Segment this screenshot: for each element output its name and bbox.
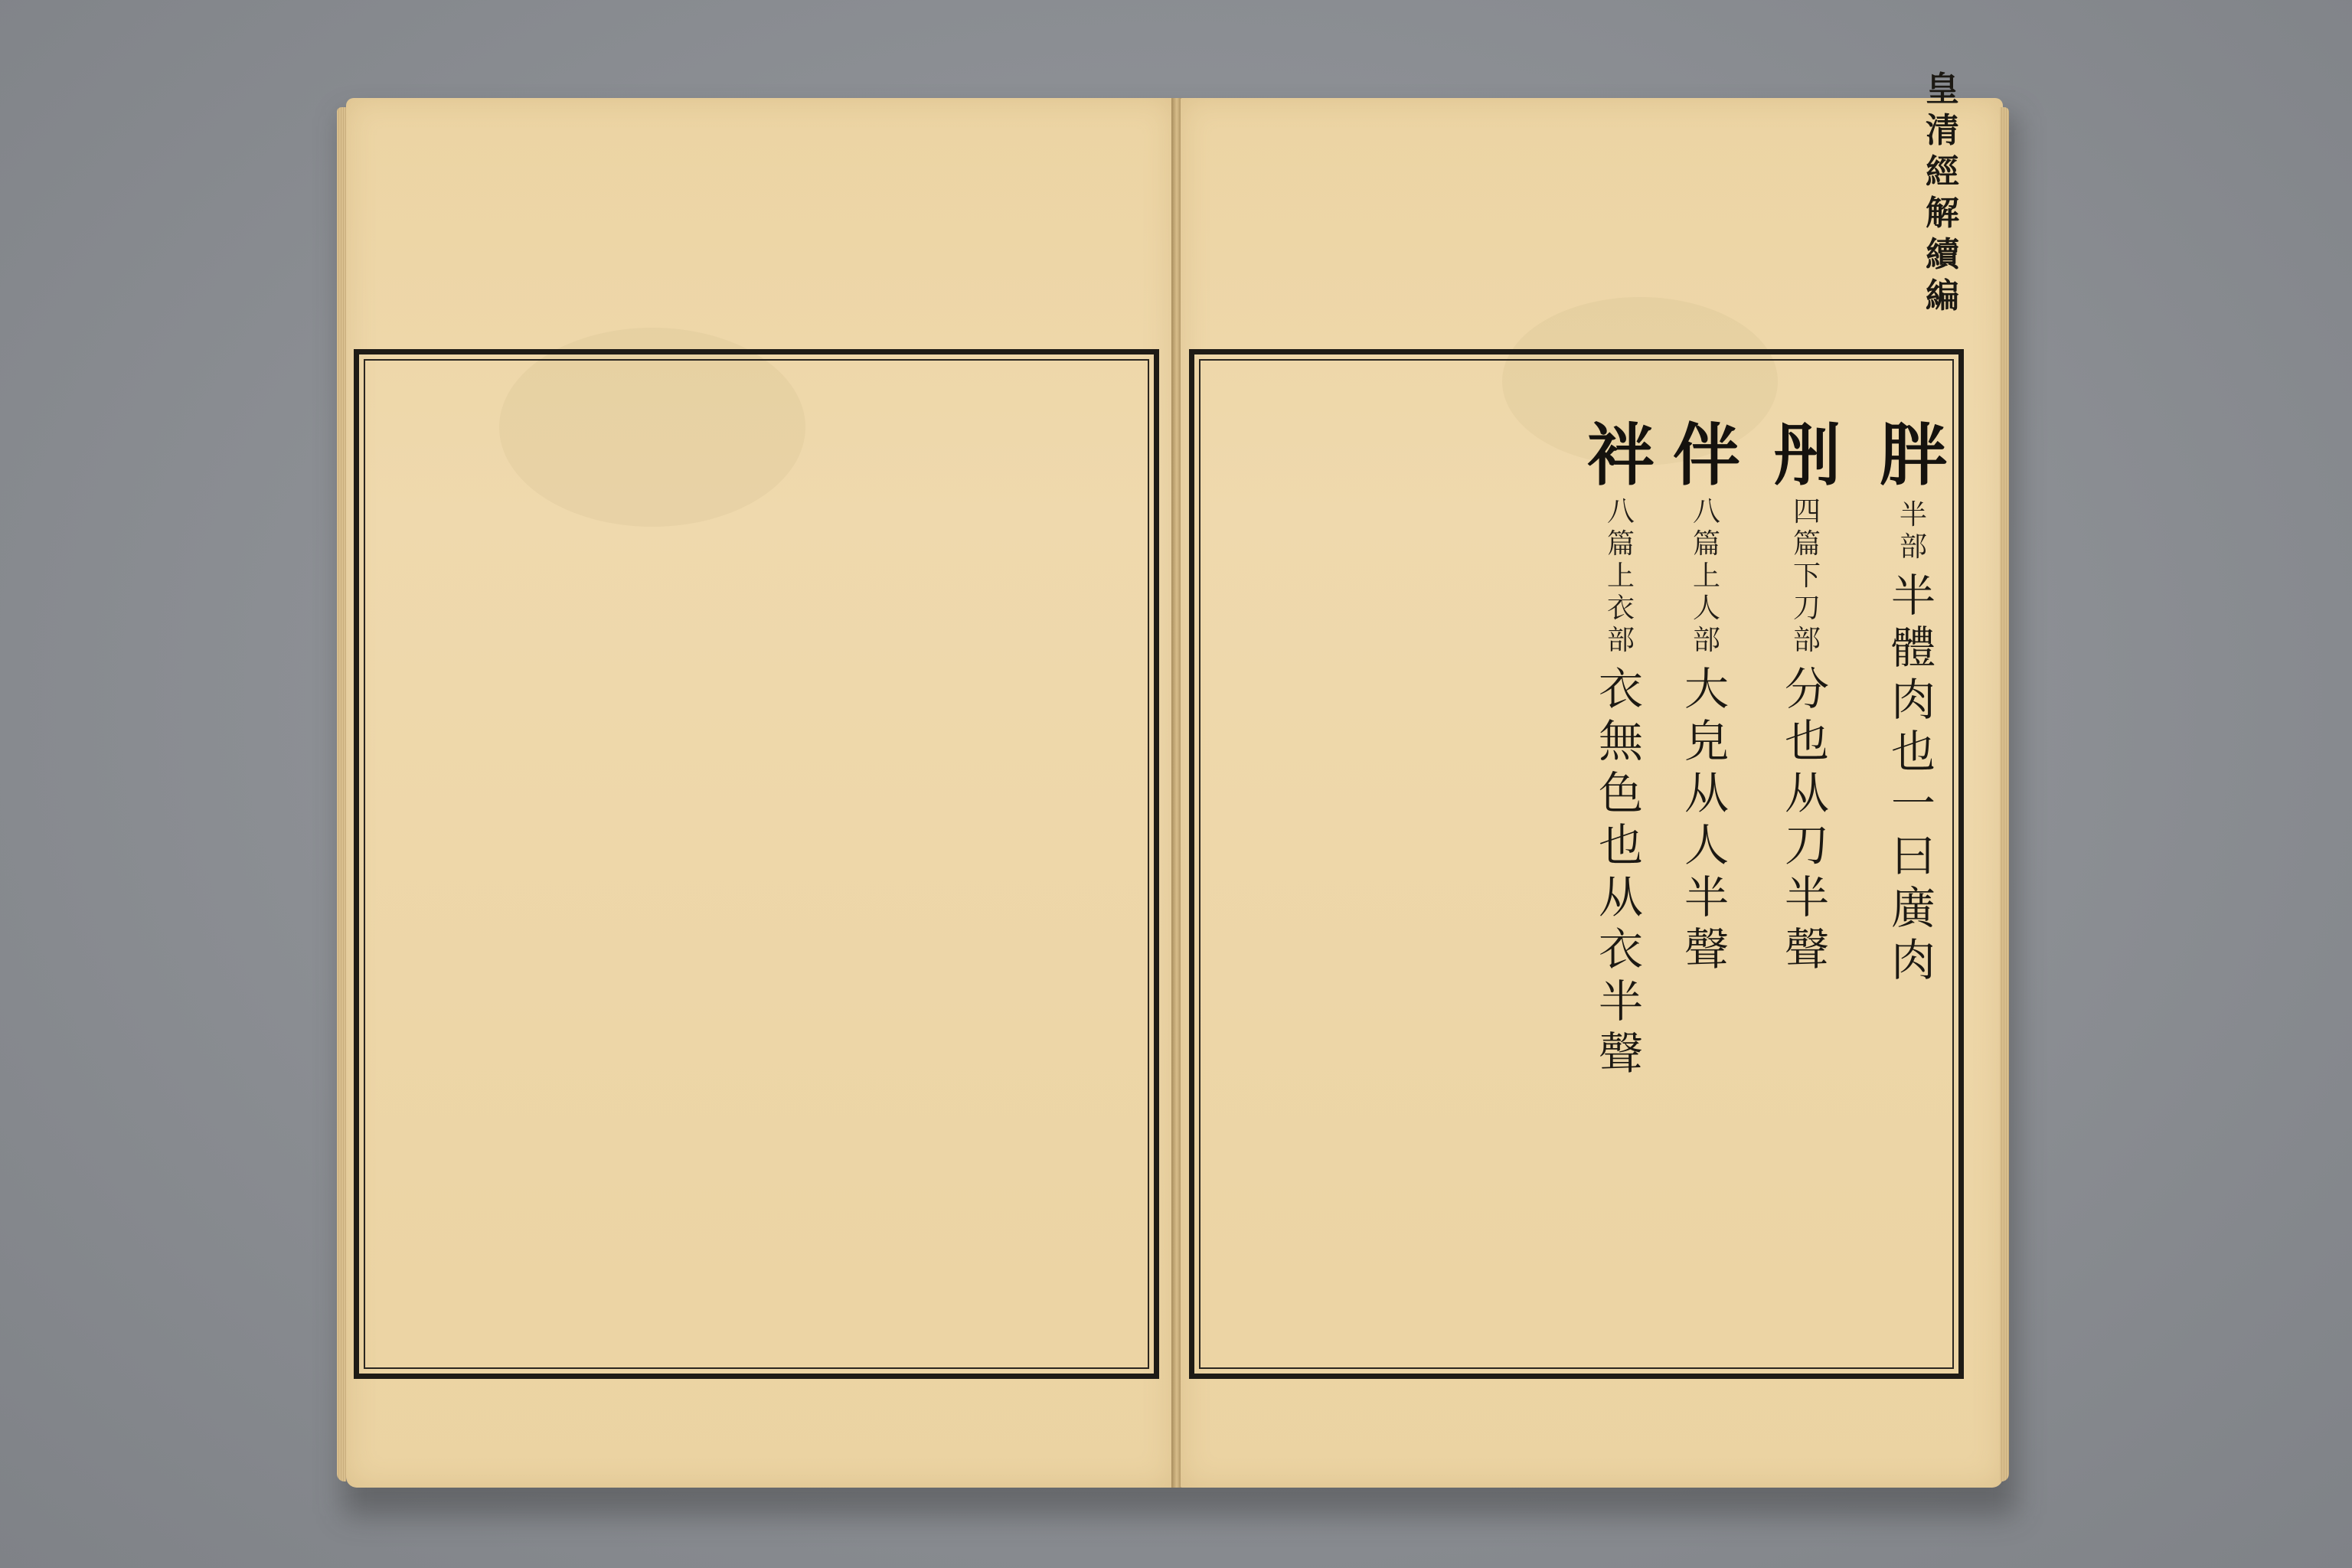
body-text: 衣 無 色 也 从 衣 半 聲	[1599, 663, 1644, 1080]
header-text: 皇 清 經 解 續 編	[1926, 70, 1959, 315]
entry-column-2	[1773, 413, 1841, 975]
left-text-frame	[354, 349, 1159, 1379]
gloss: 八 篇 上 衣 部	[1607, 496, 1635, 656]
entry-column-1	[1880, 413, 1947, 986]
entry-column-3	[1673, 413, 1740, 975]
gloss: 半 部	[1900, 499, 1928, 563]
head-character: 袢	[1587, 415, 1655, 495]
head-character: 胖	[1880, 415, 1948, 495]
body-text: 大 皃 从 人 半 聲	[1684, 663, 1730, 975]
body-text: 分 也 从 刀 半 聲	[1785, 663, 1830, 975]
entry-column-4	[1587, 413, 1655, 1080]
gloss: 四 篇 下 刀 部	[1793, 496, 1821, 656]
right-text-frame	[1189, 349, 1964, 1379]
body-text: 半 體 肉 也 一 曰 廣 肉	[1891, 570, 1936, 986]
left-page-edges	[337, 107, 346, 1481]
right-page-edges	[2000, 107, 2009, 1481]
head-character: 刐	[1773, 415, 1841, 495]
head-character: 伴	[1673, 415, 1741, 495]
page-header	[1922, 69, 1963, 317]
gloss: 八 篇 上 人 部	[1693, 496, 1721, 656]
